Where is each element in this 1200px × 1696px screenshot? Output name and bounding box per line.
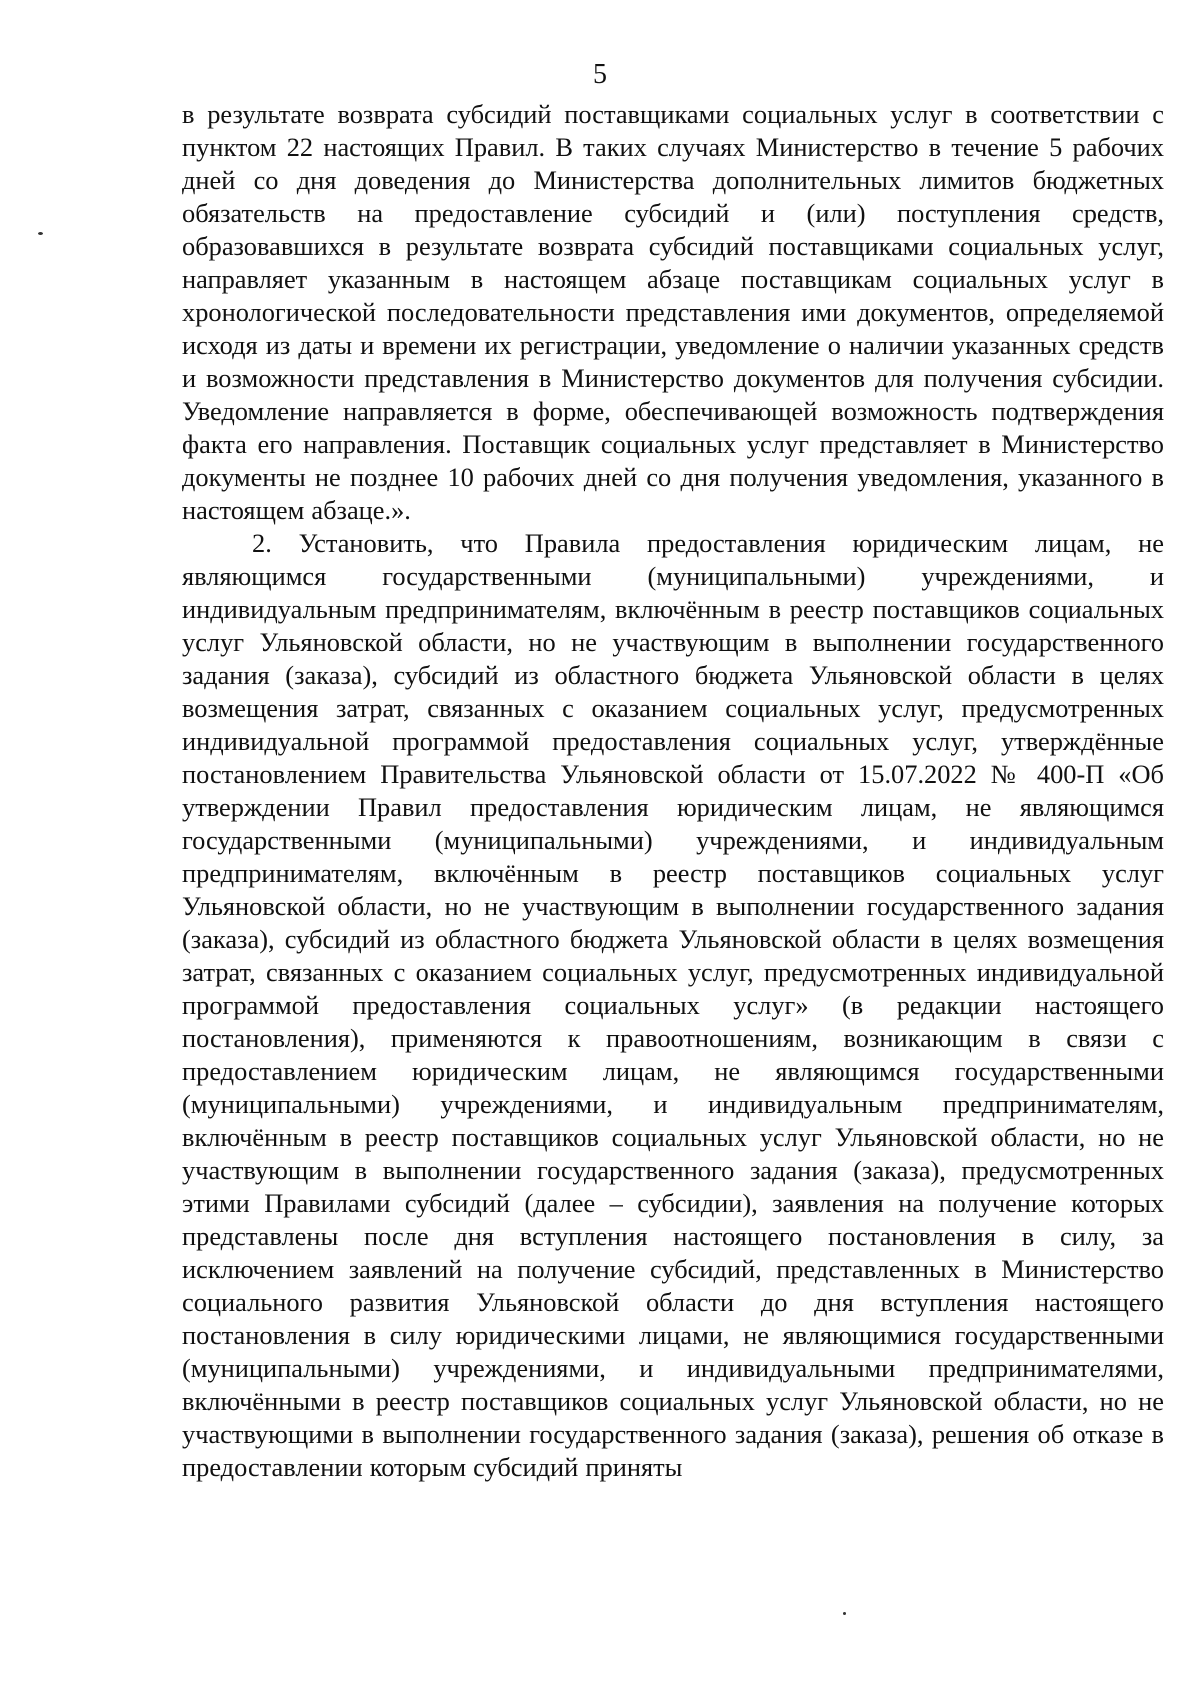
scan-speck: [38, 232, 43, 235]
document-body: [182, 98, 1164, 1484]
scan-speck: [843, 1612, 846, 1615]
page-number: 5: [593, 59, 607, 90]
paragraph-continuation: в результате возврата субсидий поставщиками социальных услуг в соответствии с пунктом 22 настоящих Правил. В таких случаях Министерство в течение 5 рабочих дней со дня доведения до Министерства дополнительных лимитов бюджетных обязательств на предоставление субсидий и (или) поступления средств, образовавшихся в результате возврата субсидий поставщиками социальных услуг, направляет указанным в настоящем абзаце поставщикам социальных услуг в хронологической последовательности представления ими документов, определяемой исходя из даты и времени их регистрации, уведомление о наличии указанных средств и возможности представления в Министерство документов для получения субсидии. Уведомление направляется в форме, обеспечивающей возможность подтверждения факта его направления. Поставщик социальных услуг представляет в Министерство документы не позднее 10 рабочих дней со дня получения уведомления, указанного в настоящем абзаце.».: [182, 99, 1164, 525]
paragraph-item-2: 2. Установить, что Правила предоставления юридическим лицам, не являющимся государственными (муниципальными) учреждениями, и индивидуальным предпринимателям, включённым в реестр поставщиков социальных услуг Ульяновской области, но не участвующим в выполнении государственного задания (заказа), субсидий из областного бюджета Ульяновской области в целях возмещения затрат, связанных с оказанием социальных услуг, предусмотренных индивидуальной программой предоставления социальных услуг, утверждённые постановлением Правительства Ульяновской области от 15.07.2022 № 400-П «Об утверждении Правил предоставления юридическим лицам, не являющимся государственными (муниципальными) учреждениями, и индивидуальным предпринимателям, включённым в реестр поставщиков социальных услуг Ульяновской области, но не участвующим в выполнении государственного задания (заказа), субсидий из областного бюджета Ульяновской области в целях возмещения затрат, связанных с оказанием социальных услуг, предусмотренных индивидуальной программой предоставления социальных услуг» (в редакции настоящего постановления), применяются к правоотношениям, возникающим в связи с предоставлением юридическим лицам, не являющимся государственными (муниципальными) учреждениями, и индивидуальным предпринимателям, включённым в реестр поставщиков социальных услуг Ульяновской области, но не участвующим в выполнении государственного задания (заказа), предусмотренных этими Правилами субсидий (далее – субсидии), заявления на получение которых представлены после дня вступления настоящего постановления в силу, за исключением заявлений на получение субсидий, представленных в Министерство социального развития Ульяновской области до дня вступления настоящего постановления в силу юридическими лицами, не являющимися государственными (муниципальными) учреждениями, и индивидуальными предпринимателями, включёнными в реестр поставщиков социальных услуг Ульяновской области, но не участвующими в выполнении государственного задания (заказа), решения об отказе в предоставлении которым субсидий приняты: [182, 528, 1164, 1482]
